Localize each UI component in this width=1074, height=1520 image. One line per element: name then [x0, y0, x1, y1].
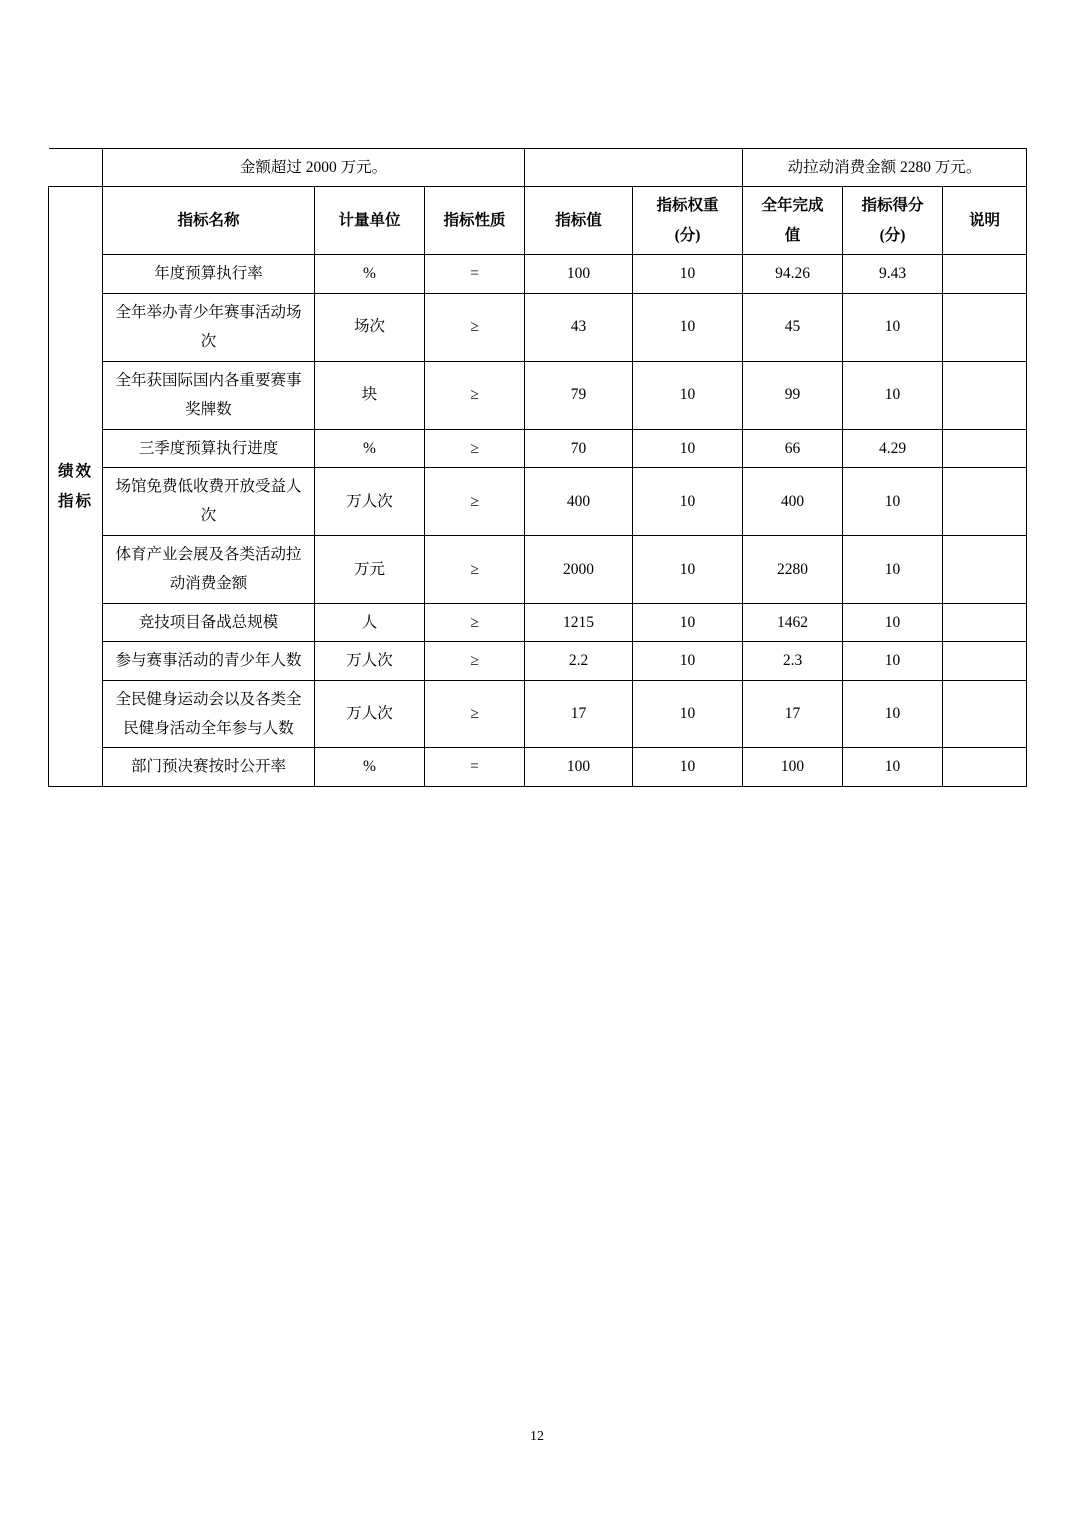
cell-remark [943, 467, 1027, 535]
cell-nature: ≥ [425, 467, 525, 535]
cell-value: 400 [525, 467, 633, 535]
column-header-score [843, 187, 943, 255]
cell-indicator-name: 参与赛事活动的青少年人数 [103, 642, 315, 680]
cell-value: 70 [525, 429, 633, 467]
cell-indicator-name: 部门预决赛按时公开率 [103, 748, 315, 786]
column-header-nature: 指标性质 [425, 187, 525, 255]
cell-remark [943, 429, 1027, 467]
table-row [49, 642, 1027, 680]
cell-indicator-name: 体育产业会展及各类活动拉动消费金额 [103, 535, 315, 603]
cell-remark [943, 680, 1027, 748]
column-header-annual-line1: 全年完成 [761, 197, 824, 215]
cell-weight: 10 [633, 255, 743, 293]
table-row [49, 603, 1027, 641]
cell-weight: 10 [633, 467, 743, 535]
column-header-unit: 计量单位 [315, 187, 425, 255]
cell-weight: 10 [633, 293, 743, 361]
cell-value: 43 [525, 293, 633, 361]
table-row [49, 361, 1027, 429]
cell-weight: 10 [633, 603, 743, 641]
column-header-annual [743, 187, 843, 255]
cell-annual: 45 [743, 293, 843, 361]
cell-unit: 人 [315, 603, 425, 641]
column-header-weight-line1: 指标权重 [656, 197, 719, 215]
table-row [49, 680, 1027, 748]
column-header-remark: 说明 [943, 187, 1027, 255]
cell-annual: 2.3 [743, 642, 843, 680]
cell-indicator-name: 全年获国际国内各重要赛事奖牌数 [103, 361, 315, 429]
cell-unit: 场次 [315, 293, 425, 361]
cell-remark [943, 642, 1027, 680]
cell-weight: 10 [633, 361, 743, 429]
cell-remark [943, 535, 1027, 603]
cell-score: 10 [843, 361, 943, 429]
cell-score: 10 [843, 642, 943, 680]
column-header-score-line1: 指标得分 [861, 197, 924, 215]
cell-unit: % [315, 748, 425, 786]
cell-value: 2.2 [525, 642, 633, 680]
cell-score: 9.43 [843, 255, 943, 293]
cell-score: 10 [843, 748, 943, 786]
row-group-label-line2: 指标 [57, 492, 93, 510]
cell-nature: ≥ [425, 361, 525, 429]
table-row-top-note [49, 149, 1027, 187]
cell-unit: % [315, 255, 425, 293]
cell-indicator-name: 三季度预算执行进度 [103, 429, 315, 467]
cell-nature: = [425, 748, 525, 786]
cell-score: 10 [843, 293, 943, 361]
performance-indicator-table [48, 148, 1027, 787]
column-header-score-line2: (分) [879, 226, 906, 244]
cell-remark [943, 361, 1027, 429]
table-header-row [49, 187, 1027, 255]
cell-annual: 2280 [743, 535, 843, 603]
cell-nature: ≥ [425, 642, 525, 680]
cell-value: 100 [525, 748, 633, 786]
cell-value: 2000 [525, 535, 633, 603]
top-note-left: 金额超过 2000 万元。 [103, 149, 525, 187]
cell-remark [943, 255, 1027, 293]
column-header-weight-line2: (分) [674, 226, 701, 244]
cell-indicator-name: 全年举办青少年赛事活动场次 [103, 293, 315, 361]
table-row [49, 467, 1027, 535]
cell-indicator-name: 场馆免费低收费开放受益人次 [103, 467, 315, 535]
page-number: 12 [530, 1429, 544, 1444]
cell-weight: 10 [633, 429, 743, 467]
cell-indicator-name: 年度预算执行率 [103, 255, 315, 293]
cell-nature: ≥ [425, 535, 525, 603]
cell-unit: 万人次 [315, 642, 425, 680]
cell-nature: ≥ [425, 429, 525, 467]
cell-value: 1215 [525, 603, 633, 641]
cell-value: 79 [525, 361, 633, 429]
cell-value: 17 [525, 680, 633, 748]
cell-remark [943, 603, 1027, 641]
cell-unit: % [315, 429, 425, 467]
top-note-right: 动拉动消费金额 2280 万元。 [743, 149, 1027, 187]
cell-annual: 94.26 [743, 255, 843, 293]
cell-weight: 10 [633, 680, 743, 748]
table-row [49, 429, 1027, 467]
row-group-label-line1: 绩效 [57, 463, 93, 481]
cell-annual: 66 [743, 429, 843, 467]
cell-annual: 100 [743, 748, 843, 786]
column-header-value: 指标值 [525, 187, 633, 255]
cell-unit: 万元 [315, 535, 425, 603]
table-row [49, 293, 1027, 361]
column-header-annual-line2: 值 [784, 226, 801, 244]
table-row [49, 535, 1027, 603]
cell-nature: ≥ [425, 680, 525, 748]
top-spacer-cell [49, 149, 103, 187]
cell-indicator-name: 全民健身运动会以及各类全民健身活动全年参与人数 [103, 680, 315, 748]
column-header-weight [633, 187, 743, 255]
cell-score: 10 [843, 535, 943, 603]
cell-nature: ≥ [425, 293, 525, 361]
cell-score: 4.29 [843, 429, 943, 467]
cell-annual: 1462 [743, 603, 843, 641]
cell-score: 10 [843, 603, 943, 641]
cell-unit: 万人次 [315, 467, 425, 535]
column-header-name: 指标名称 [103, 187, 315, 255]
cell-annual: 400 [743, 467, 843, 535]
cell-indicator-name: 竞技项目备战总规模 [103, 603, 315, 641]
cell-unit: 块 [315, 361, 425, 429]
cell-annual: 17 [743, 680, 843, 748]
cell-remark [943, 748, 1027, 786]
cell-annual: 99 [743, 361, 843, 429]
cell-unit: 万人次 [315, 680, 425, 748]
table-row [49, 748, 1027, 786]
cell-score: 10 [843, 467, 943, 535]
top-note-middle [525, 149, 743, 187]
cell-score: 10 [843, 680, 943, 748]
cell-weight: 10 [633, 535, 743, 603]
cell-nature: = [425, 255, 525, 293]
cell-nature: ≥ [425, 603, 525, 641]
cell-value: 100 [525, 255, 633, 293]
cell-remark [943, 293, 1027, 361]
table-row [49, 255, 1027, 293]
row-group-label [49, 187, 103, 786]
cell-weight: 10 [633, 748, 743, 786]
cell-weight: 10 [633, 642, 743, 680]
